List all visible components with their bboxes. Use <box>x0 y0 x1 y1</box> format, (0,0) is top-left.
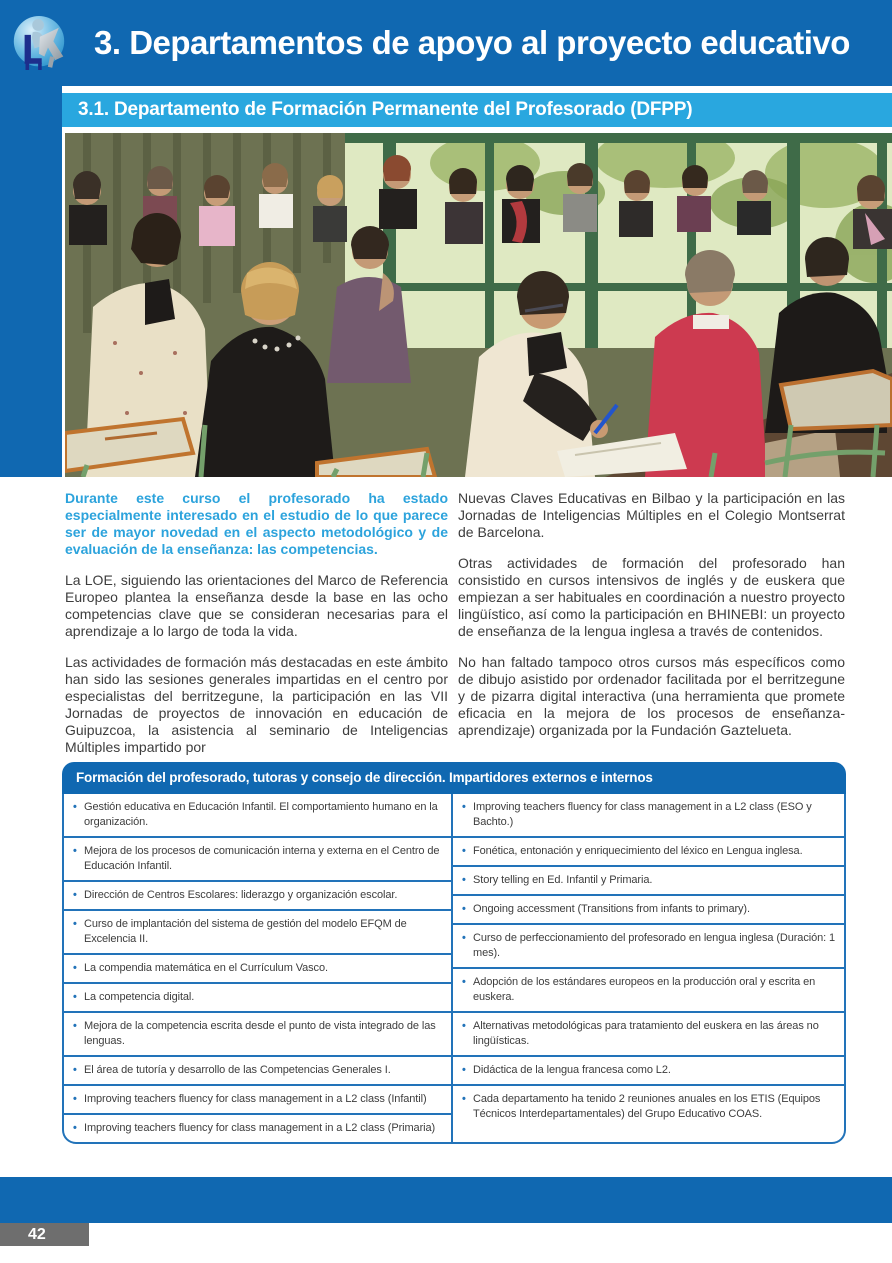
section-header-bar <box>62 93 892 127</box>
body-paragraph: No han faltado tampoco otros cursos más específicos como de dibujo asistido por ordenador facilitada por el berritzegune y de pizarra digital interactiva (una herramienta que promete eficacia en la mejora de los procesos de enseñanza-aprendizaje) organizada por la Fundación Gaztelueta. <box>458 654 845 738</box>
body-paragraph: Otras actividades de formación del profesorado han consistido en cursos intensivos de inglés y de euskera que empiezan a ser habituales en coordinación a nuestro proyecto lingüístico, así como la participación en BHINEBI: un proyecto de enseñanza de la lengua inglesa a través de contenidos. <box>458 555 845 639</box>
intro-columns <box>65 490 845 758</box>
body-paragraph: Nuevas Claves Educativas en Bilbao y la participación en las Jornadas de Inteligencias Múltiples en el Colegio Montserrat de Barcelona. <box>458 490 845 540</box>
lead-paragraph: Durante este curso el profesorado ha estado especialmente interesado en el estudio de lo que parece ser de mayor novedad en el aspecto metodológico y de evaluación de la enseñanza: las competencias. <box>65 490 448 557</box>
table-cell: • Story telling en Ed. Infantil y Primaria. <box>453 865 844 894</box>
section-title: 3.1. Departamento de Formación Permanente del Profesorado (DFPP) <box>78 99 693 120</box>
body-paragraph: Las actividades de formación más destacadas en este ámbito han sido las sesiones generales impartidas en el centro por especialistas del berritzegune, la participación en las VII Jornadas de proyectos de innovación en educación de Guipuzcoa, la asistencia al seminario de Inteligencias Múltiples impartido por <box>65 654 448 755</box>
table-column-left <box>64 794 453 1142</box>
table-cell: • Alternativas metodológicas para tratamiento del euskera en las áreas no lingüísticas. <box>453 1011 844 1055</box>
page-title: 3. Departamentos de apoyo al proyecto educativo <box>94 24 850 61</box>
table-cell: • Didáctica de la lengua francesa como L2. <box>453 1055 844 1084</box>
classroom-photo <box>65 133 892 477</box>
footer-bar <box>0 1177 892 1223</box>
coas-logo-icon <box>12 12 66 74</box>
table-cell: • Improving teachers fluency for class management in a L2 class (Infantil) <box>64 1084 451 1113</box>
table-body <box>62 794 846 1144</box>
table-cell: • Dirección de Centros Escolares: liderazgo y organización escolar. <box>64 880 451 909</box>
training-table <box>62 762 846 1144</box>
page-number-box <box>0 1223 89 1246</box>
page-header <box>0 0 892 86</box>
table-cell: • Adopción de los estándares europeos en la producción oral y escrita en euskera. <box>453 967 844 1011</box>
table-cell: • Improving teachers fluency for class management in a L2 class (ESO y Bachto.) <box>453 794 844 836</box>
table-cell: • El área de tutoría y desarrollo de las Competencias Generales I. <box>64 1055 451 1084</box>
table-cell: • Mejora de la competencia escrita desde el punto de vista integrado de las lenguas. <box>64 1011 451 1055</box>
intro-right-column <box>458 490 845 758</box>
body-paragraph: La LOE, siguiendo las orientaciones del Marco de Referencia Europeo plantea la enseñanza desde la base en las ocho competencias clave que se consideran necesarias para el aprendizaje a lo largo de toda la vida. <box>65 572 448 639</box>
table-cell: • Fonética, entonación y enriquecimiento del léxico en Lengua inglesa. <box>453 836 844 865</box>
table-title-bar: Formación del profesorado, tutoras y consejo de dirección. Impartidores externos e internos <box>62 762 846 794</box>
table-cell: • La compendia matemática en el Currículum Vasco. <box>64 953 451 982</box>
table-cell: • Curso de implantación del sistema de gestión del modelo EFQM de Excelencia II. <box>64 909 451 953</box>
table-cell: • Curso de perfeccionamiento del profesorado en lengua inglesa (Duración: 1 mes). <box>453 923 844 967</box>
table-cell: • Mejora de los procesos de comunicación interna y externa en el Centro de Educación Infantil. <box>64 836 451 880</box>
table-cell: • Ongoing accessment (Transitions from infants to primary). <box>453 894 844 923</box>
table-column-right <box>453 794 844 1142</box>
table-cell: • Gestión educativa en Educación Infantil. El comportamiento humano en la organización. <box>64 794 451 836</box>
left-accent-band <box>0 86 62 477</box>
table-cell: • La competencia digital. <box>64 982 451 1011</box>
page-number: 42 <box>28 1226 46 1243</box>
table-cell: • Improving teachers fluency for class management in a L2 class (Primaria) <box>64 1113 451 1142</box>
intro-left-column <box>65 490 448 758</box>
table-cell: • Cada departamento ha tenido 2 reuniones anuales en los ETIS (Equipos Técnicos Interdepartamentales) del Grupo Educativo COAS. <box>453 1084 844 1142</box>
